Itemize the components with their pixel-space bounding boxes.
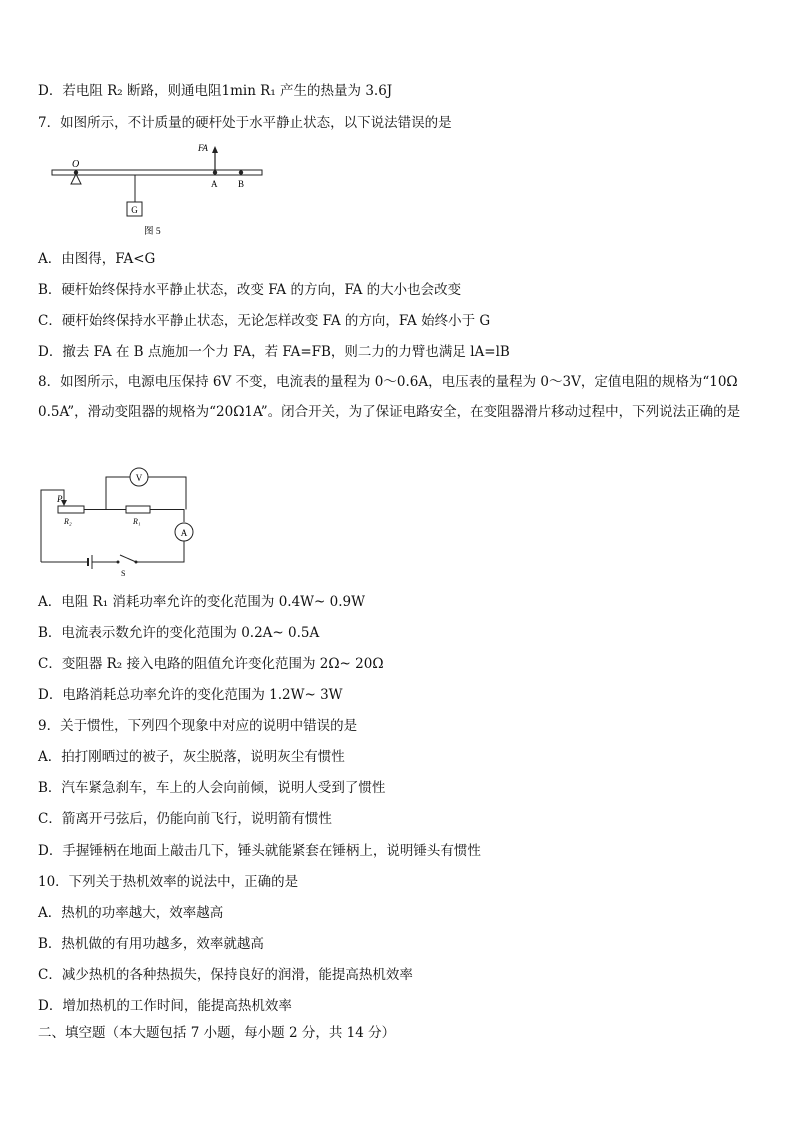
weight-label: G (131, 205, 138, 215)
point-b (239, 170, 243, 174)
q7-option-d: D．撤去 FA 在 B 点施加一个力 FA，若 FA=FB，则二力的力臂也满足 lA=lB (38, 344, 510, 360)
rheostat-label: R₂ (64, 517, 72, 526)
resistor-label: R₁ (133, 517, 141, 526)
q7-stem: 7．如图所示，不计质量的硬杆处于水平静止状态，以下说法错误的是 (38, 115, 452, 131)
ammeter-label: A (180, 528, 188, 538)
q9-option-d: D．手握锤柄在地面上敲击几下，锤头就能紧套在锤柄上，说明锤头有惯性 (38, 843, 481, 859)
point-a-label: A (211, 179, 218, 189)
force-arrow-head (212, 146, 218, 153)
q7-option-a: A．由图得，FA<G (38, 251, 156, 267)
q6-option-d: D．若电阻 R₂ 断路，则通电阻1min R₁ 产生的热量为 3.6J (38, 83, 393, 99)
q8-option-b: B．电流表示数允许的变化范围为 0.2A~ 0.5A (38, 625, 320, 641)
q8-stem: 8．如图所示，电源电压保持 6V 不变，电流表的量程为 0～0.6A，电压表的量程为 0～3V，定值电阻的规格为“10Ω 0.5A”，滑动变阻器的规格为“20Ω1A”。闭合开关，为了保证电路安全，在变阻器滑片移动过程中，下列说法正确的是 (38, 374, 741, 420)
point-b-label: B (238, 179, 245, 189)
q9-stem: 9．关于惯性，下列四个现象中对应的说明中错误的是 (38, 718, 358, 734)
q8-option-a: A．电阻 R₁ 消耗功率允许的变化范围为 0.4W~ 0.9W (38, 594, 365, 610)
pivot-label: O (72, 159, 80, 170)
slider-label: P (57, 494, 63, 504)
q7-option-c: C．硬杆始终保持水平静止状态，无论怎样改变 FA 的方向，FA 始终小于 G (38, 313, 491, 329)
q10-stem: 10．下列关于热机效率的说法中，正确的是 (38, 874, 299, 890)
rheostat-r2 (58, 506, 84, 513)
q9-option-a: A．拍打刚晒过的被子，灰尘脱落，说明灰尘有惯性 (38, 749, 345, 765)
lever-rod (52, 170, 262, 175)
force-label: FA (198, 143, 208, 153)
q10-option-d: D．增加热机的工作时间，能提高热机效率 (38, 998, 292, 1014)
q10-option-b: B．热机做的有用功越多，效率就越高 (38, 936, 264, 952)
circuit-figure (36, 462, 206, 582)
q8-option-c: C．变阻器 R₂ 接入电路的阻值允许变化范围为 2Ω~ 20Ω (38, 656, 384, 672)
q10-option-a: A．热机的功率越大，效率越高 (38, 905, 224, 921)
resistor-r1 (126, 506, 150, 513)
section-2-heading: 二、填空题（本大题包括 7 小题，每小题 2 分，共 14 分） (38, 1025, 396, 1041)
point-a (213, 170, 217, 174)
q8-option-d: D．电路消耗总功率允许的变化范围为 1.2W~ 3W (38, 687, 343, 703)
switch-s (120, 555, 136, 562)
q9-option-b: B．汽车紧急刹车，车上的人会向前倾，说明人受到了惯性 (38, 780, 386, 796)
switch-label: S (121, 569, 126, 578)
q7-option-b: B．硬杆始终保持水平静止状态，改变 FA 的方向，FA 的大小也会改变 (38, 282, 462, 298)
q10-option-c: C．减少热机的各种热损失，保持良好的润滑，能提高热机效率 (38, 967, 413, 983)
lever-figure (48, 138, 268, 242)
figure-caption: 图 5 (144, 227, 161, 237)
q9-option-c: C．箭离开弓弦后，仍能向前飞行，说明箭有惯性 (38, 811, 332, 827)
voltmeter-label: V (135, 473, 143, 483)
